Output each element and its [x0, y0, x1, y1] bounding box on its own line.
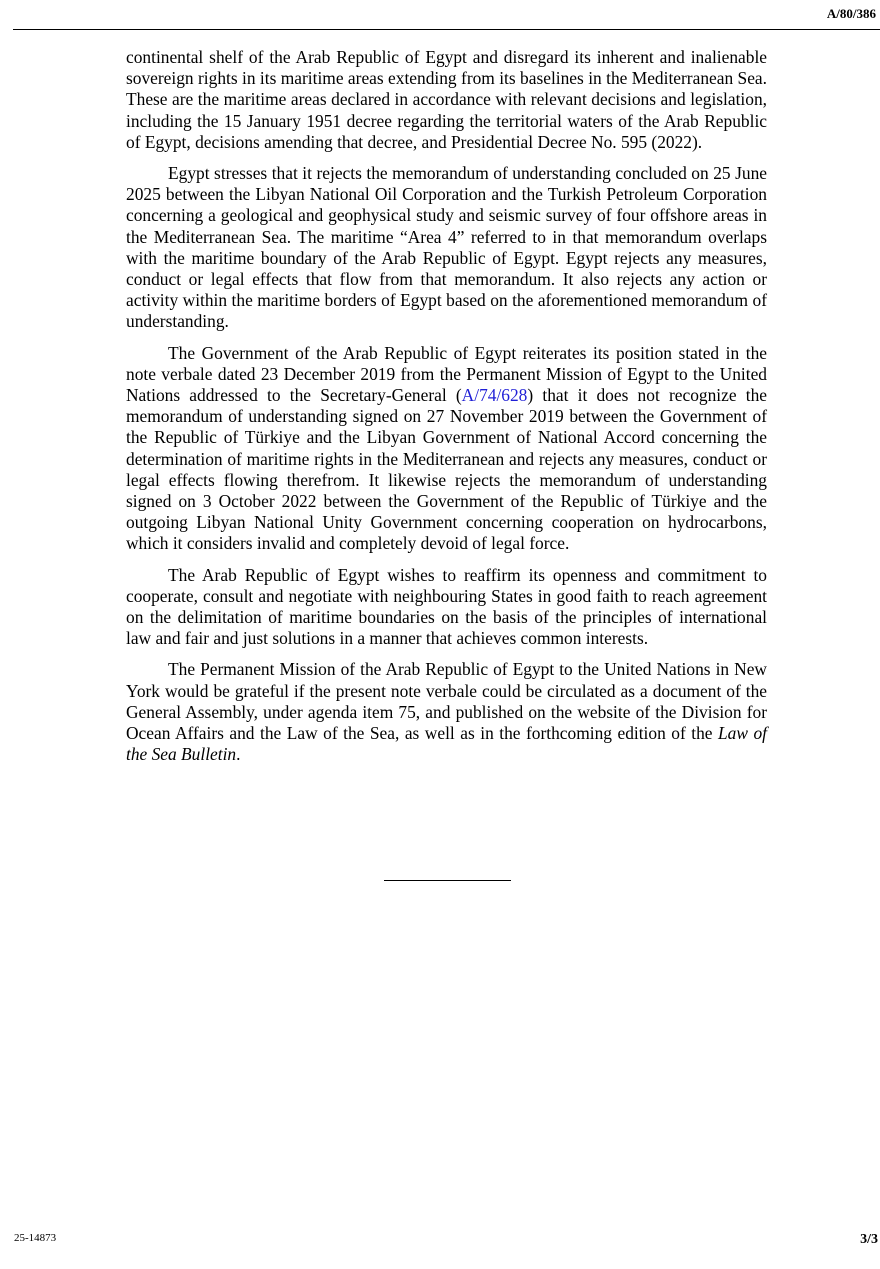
- paragraph-3-text-start: The Government of the Arab Republic of Egypt reiterates its position stated in the note verbale dated 23 December 2019 from the Permanent Mission of Egypt to the United Nations addressed to the Secretary-General (: [126, 342, 767, 406]
- header-divider: [13, 29, 880, 30]
- paragraph-3-text-end: ) that it does not recognize the memorandum of understanding signed on 27 November 2019 between the Government of the Republic of Türkiye and the Libyan Government of National Accord concerning the determination of maritime rights in the Mediterranean and rejects any measures, conduct or legal effects flowing therefrom. It likewise rejects the memorandum of understanding signed on 3 October 2022 between the Government of the Republic of Türkiye and the outgoing Libyan National Unity Government concerning cooperation on hydrocarbons, which it considers invalid and completely devoid of legal force.: [126, 385, 767, 554]
- paragraph-3: [126, 343, 767, 555]
- document-body: [126, 47, 767, 776]
- paragraph-2: Egypt stresses that it rejects the memorandum of understanding concluded on 25 June 2025 between the Libyan National Oil Corporation and the Turkish Petroleum Corporation concerning a geological and geophysical study and seismic survey of four offshore areas in the Mediterranean Sea. The maritime “Area 4” referred to in that memorandum overlaps with the maritime boundary of the Arab Republic of Egypt. Egypt rejects any measures, conduct or legal effects that flow from that memorandum. It also rejects any action or activity within the maritime borders of Egypt based on the aforementioned memorandum of understanding.: [126, 163, 767, 332]
- job-number: 25-14873: [14, 1232, 57, 1244]
- paragraph-5: [126, 659, 767, 765]
- bulletin-title: Law of the Sea Bulletin: [126, 723, 767, 765]
- end-of-document-rule: [384, 880, 511, 881]
- document-symbol: A/80/386: [826, 6, 876, 21]
- page-number: 3/3: [860, 1232, 878, 1247]
- paragraph-5-text-start: The Permanent Mission of the Arab Republic of Egypt to the United Nations in New York would be grateful if the present note verbale could be circulated as a document of the General Assembly, under agenda item 75, and published on the website of the Division for Ocean Affairs and the Law of the Sea, as well as in the forthcoming edition of the: [126, 659, 767, 744]
- paragraph-1: continental shelf of the Arab Republic of Egypt and disregard its inherent and inalienable sovereign rights in its maritime areas extending from its baselines in the Mediterranean Sea. These are the maritime areas declared in accordance with relevant decisions and legislation, including the 15 January 1951 decree regarding the territorial waters of the Arab Republic of Egypt, decisions amending that decree, and Presidential Decree No. 595 (2022).: [126, 47, 767, 152]
- paragraph-5-text-end: .: [236, 744, 241, 765]
- paragraph-4: The Arab Republic of Egypt wishes to reaffirm its openness and commitment to cooperate, consult and negotiate with neighbouring States in good faith to reach agreement on the delimitation of maritime boundaries on the basis of the principles of international law and fair and just solutions in a manner that achieves common interests.: [126, 564, 767, 649]
- document-link-a-74-628[interactable]: A/74/628: [461, 385, 528, 406]
